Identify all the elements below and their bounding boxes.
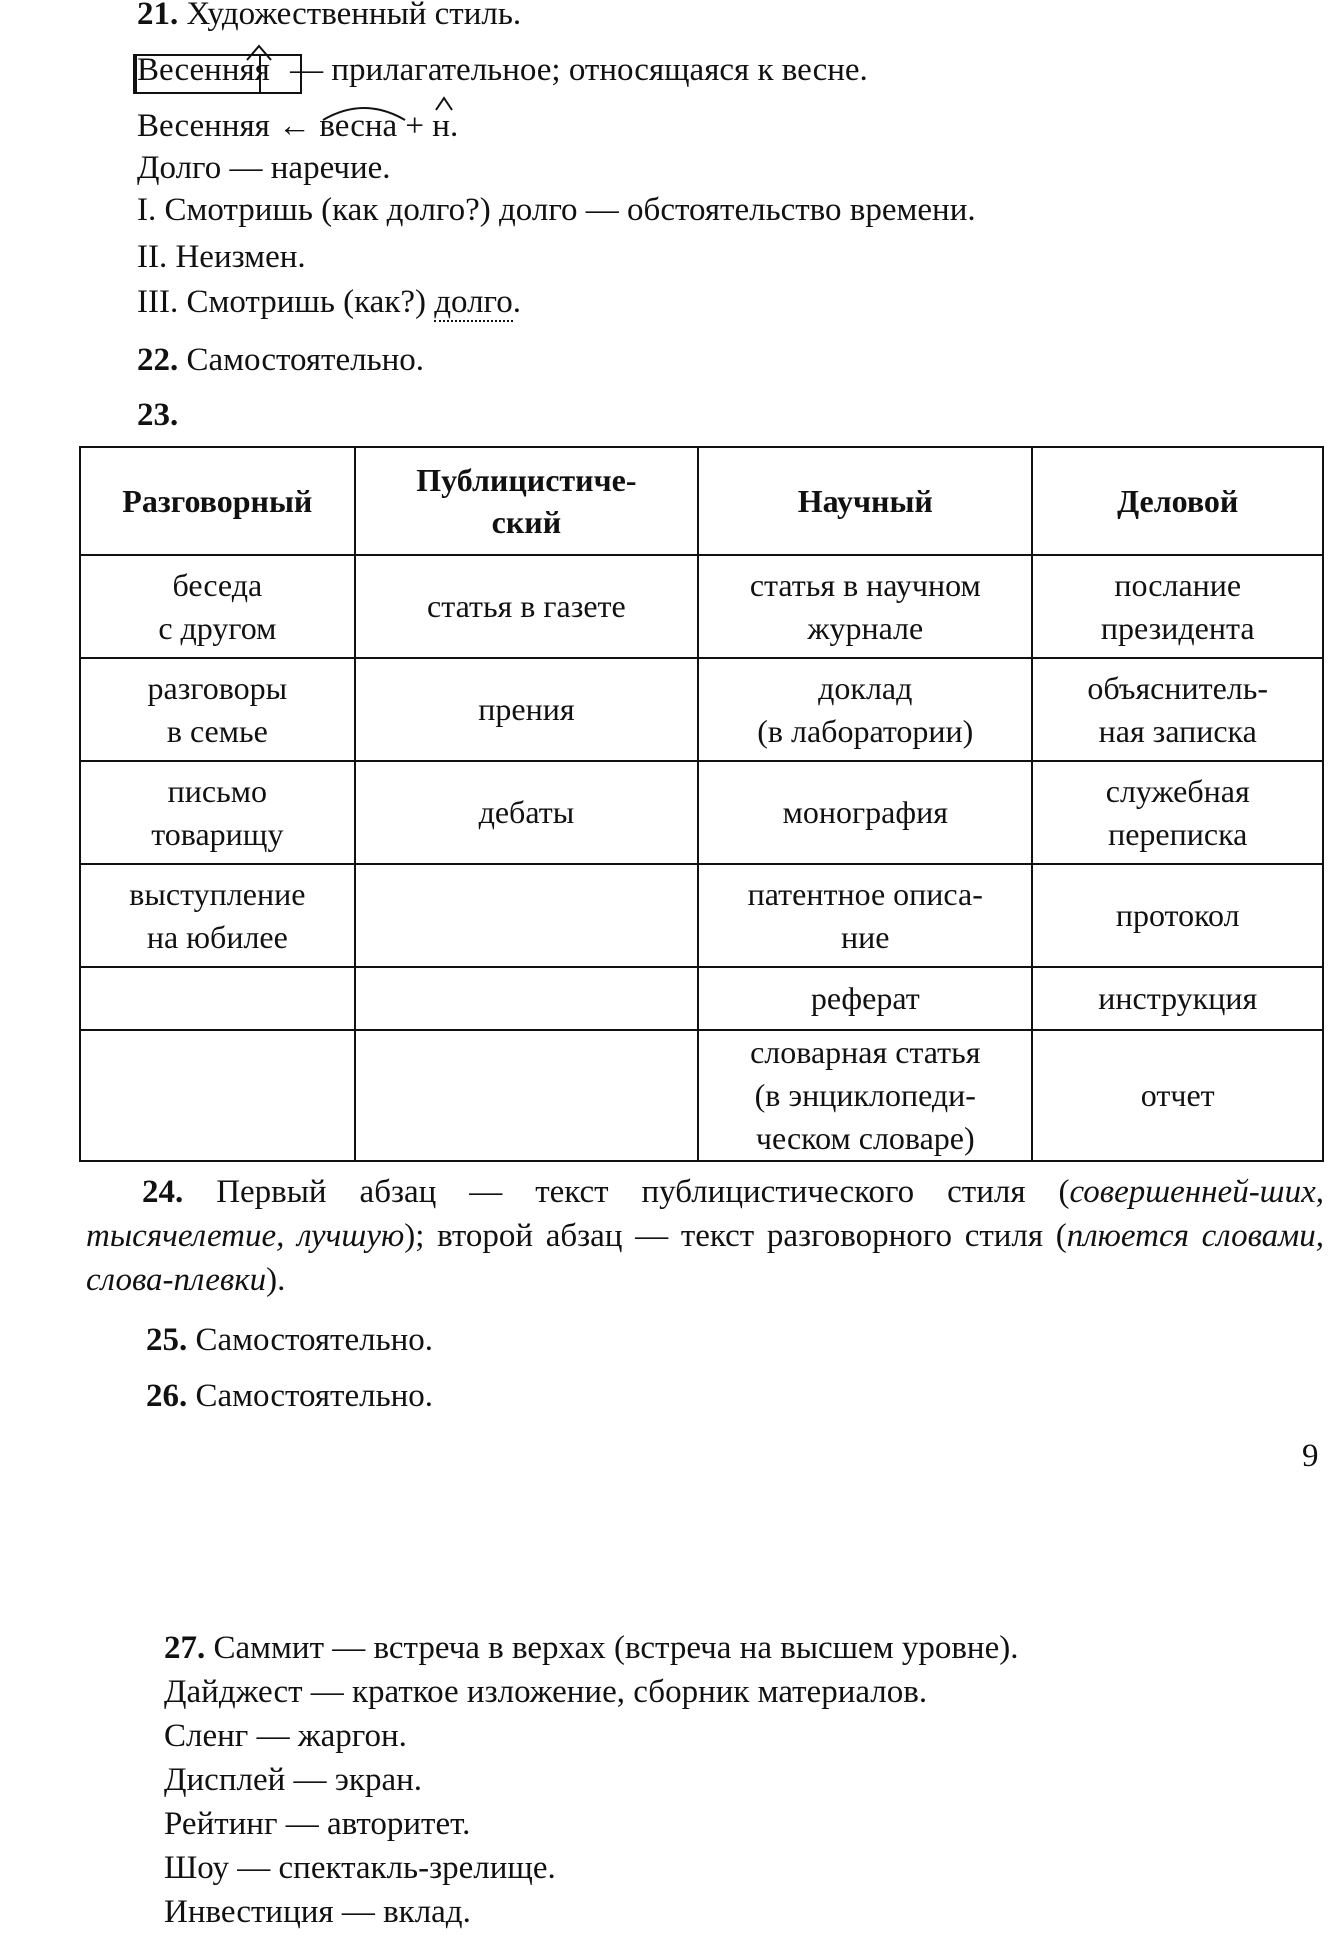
task21-analysis-1: I. Смотришь (как долго?) долго — обстоятельство времени. <box>137 192 976 228</box>
boxed-word-text: Весенняя <box>137 52 270 88</box>
task-number: 26. <box>146 1378 188 1414</box>
task26-text: Самостоятельно. <box>195 1378 434 1414</box>
table-cell: статья в научном журнале <box>698 555 1032 658</box>
task27-line: Дайджест — краткое изложение, сборник материалов. <box>164 1674 928 1710</box>
task21-analysis-2: II. Неизмен. <box>137 239 306 275</box>
root-word <box>319 106 397 146</box>
task27-line: Инвестиция — вклад. <box>164 1894 471 1930</box>
task21-dolgo-line: Долго — наречие. <box>137 150 391 186</box>
header-cell <box>80 447 355 555</box>
table-row <box>80 967 1323 1030</box>
table-cell: служебная переписка <box>1032 761 1323 864</box>
table-cell <box>355 864 698 967</box>
task21-word-line <box>133 50 868 90</box>
derivation-arrow: ← <box>278 108 312 144</box>
header-text: Деловой <box>1117 483 1239 519</box>
task24-text-1: Первый абзац — текст публицистического стиля ( <box>216 1174 1070 1210</box>
task24-text-3: ). <box>266 1262 286 1298</box>
task21-derivation-line <box>137 106 458 146</box>
table-cell: инструкция <box>1032 967 1323 1030</box>
root-arc-icon <box>319 102 409 122</box>
task27-first-text: Саммит — встреча в верхах (встреча на высшем уровне). <box>213 1630 1019 1666</box>
table-cell: реферат <box>698 967 1032 1030</box>
analysis-3-prefix: III. Смотришь (как?) <box>137 284 426 320</box>
task25-text: Самостоятельно. <box>195 1322 434 1358</box>
table-cell: разговоры в семье <box>80 658 355 761</box>
styles-table <box>79 446 1324 1162</box>
table-header-row <box>80 447 1323 555</box>
task27-line: Сленг — жаргон. <box>164 1718 407 1754</box>
table-cell: выступление на юбилее <box>80 864 355 967</box>
word-description: — прилагательное; относящаяся к весне. <box>290 52 868 88</box>
table-cell: послание президента <box>1032 555 1323 658</box>
table-cell <box>80 967 355 1030</box>
table-cell: дебаты <box>355 761 698 864</box>
task21-analysis-3 <box>137 282 521 322</box>
task24-examples-1: совершенней-ших, тысячелетие, лучшую <box>86 1174 1324 1254</box>
adverb-underlined: долго <box>434 284 513 320</box>
table-cell: статья в газете <box>355 555 698 658</box>
task21-heading <box>137 0 521 34</box>
table-cell <box>80 1030 355 1161</box>
table-row <box>80 864 1323 967</box>
table-cell: объяснитель- ная записка <box>1032 658 1323 761</box>
header-cell: Публицистиче- ский <box>355 447 698 555</box>
suffix-text: н. <box>432 108 459 144</box>
derivation-plus: + <box>405 108 425 144</box>
table-cell: протокол <box>1032 864 1323 967</box>
table-cell <box>355 967 698 1030</box>
header-text: Научный <box>797 483 933 519</box>
derived-word: Весенняя <box>137 108 270 144</box>
table-row <box>80 1030 1323 1161</box>
table-cell: беседа с другом <box>80 555 355 658</box>
header-cell <box>698 447 1032 555</box>
task22-text: Самостоятельно. <box>186 342 425 378</box>
table-cell: доклад (в лаборатории) <box>698 658 1032 761</box>
task-number: 21. <box>137 0 179 32</box>
table-cell: письмо товарищу <box>80 761 355 864</box>
task-number: 24. <box>142 1174 184 1210</box>
table-row <box>80 555 1323 658</box>
page-number: 9 <box>1302 1438 1319 1474</box>
header-text: Разговорный <box>122 483 313 519</box>
table-row <box>80 761 1323 864</box>
table-row <box>80 658 1323 761</box>
task27-line: Рейтинг — авторитет. <box>164 1806 471 1842</box>
task24-examples-2: плюется словами, слова-плевки <box>86 1218 1324 1298</box>
suffix-morpheme <box>432 106 458 146</box>
task25 <box>146 1320 433 1360</box>
table-cell: прения <box>355 658 698 761</box>
task-number: 22. <box>137 342 179 378</box>
task21-title: Художественный стиль. <box>186 0 522 32</box>
header-cell <box>1032 447 1323 555</box>
task27-first-line <box>164 1628 1018 1668</box>
table-cell <box>355 1030 698 1161</box>
task22 <box>137 340 424 380</box>
table-cell: отчет <box>1032 1030 1323 1161</box>
task24-text-2: ); второй абзац — текст разговорного стиля ( <box>404 1218 1067 1254</box>
task23 <box>137 395 178 435</box>
task-number: 27. <box>164 1630 206 1666</box>
task-number: 23. <box>137 397 179 433</box>
task24-paragraph <box>86 1170 1324 1302</box>
table-cell: монография <box>698 761 1032 864</box>
suffix-caret-icon <box>434 96 454 112</box>
table-cell: патентное описа- ние <box>698 864 1032 967</box>
task27-line: Дисплей — экран. <box>164 1762 423 1798</box>
task-number: 25. <box>146 1322 188 1358</box>
morpheme-boxed-word <box>133 50 270 90</box>
table-cell: словарная статья (в энциклопеди- ческом словаре) <box>698 1030 1032 1161</box>
task27-line: Шоу — спектакль-зрелище. <box>164 1850 556 1886</box>
task26 <box>146 1376 433 1416</box>
root-word-text: весна <box>319 108 398 144</box>
analysis-3-suffix: . <box>512 284 522 320</box>
